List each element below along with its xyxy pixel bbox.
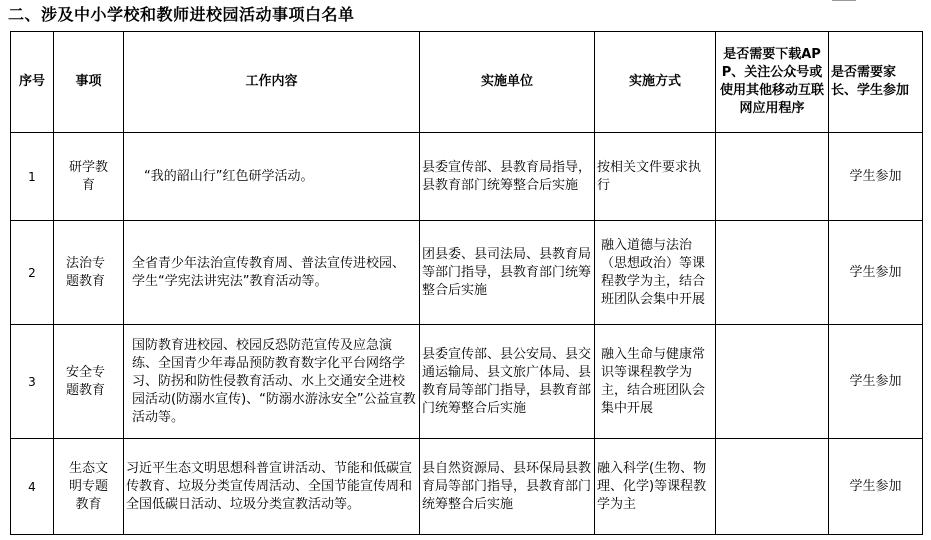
cell-participate: 学生参加 bbox=[829, 133, 923, 221]
cell-unit: 团县委、县司法局、县教育局等部门指导，县教育部门统筹整合后实施 bbox=[420, 221, 595, 325]
table-row bbox=[11, 325, 923, 439]
cell-method: 融入生命与健康常识等课程教学为主，结合班团队会集中开展 bbox=[595, 325, 716, 439]
cell-item: 法治专题教育 bbox=[54, 221, 124, 325]
cell-content: 习近平生态文明思想科普宣讲活动、节能和低碳宣传教育、垃圾分类宣传周活动、全国节能宣传周和全国低碳日活动、垃圾分类宣教活动等。 bbox=[124, 439, 420, 535]
cell-method: 融入道德与法治（思想政治）等课程教学为主，结合班团队会集中开展 bbox=[595, 221, 716, 325]
cell-no: 3 bbox=[11, 325, 54, 439]
header-unit: 实施单位 bbox=[420, 32, 595, 133]
header-item: 事项 bbox=[54, 32, 124, 133]
cell-content: “我的韶山行”红色研学活动。 bbox=[124, 133, 420, 221]
cell-app bbox=[716, 221, 829, 325]
table-row bbox=[11, 133, 923, 221]
cell-item: 研学教育 bbox=[54, 133, 124, 221]
cell-item: 安全专题教育 bbox=[54, 325, 124, 439]
header-app: 是否需要下载APP、关注公众号或使用其他移动互联网应用程序 bbox=[716, 32, 829, 133]
header-no: 序号 bbox=[11, 32, 54, 133]
whitelist-table bbox=[10, 31, 923, 535]
cell-app bbox=[716, 439, 829, 535]
table-row bbox=[11, 439, 923, 535]
cell-unit: 县自然资源局、县环保局县教育局等部门指导，县教育部门统筹整合后实施 bbox=[420, 439, 595, 535]
divider bbox=[832, 0, 856, 2]
table-row bbox=[11, 221, 923, 325]
cell-app bbox=[716, 133, 829, 221]
cell-method: 按相关文件要求执行 bbox=[595, 133, 716, 221]
cell-unit: 县委宣传部、县公安局、县交通运输局、县文旅广体局、县教育局等部门指导，县教育部门统筹整合后实施 bbox=[420, 325, 595, 439]
cell-content: 国防教育进校园、校园反恐防范宣传及应急演练、全国青少年毒品预防教育数字化平台网络学习、防拐和防性侵教育活动、水上交通安全进校园活动(防溺水宣传)、“防溺水游泳安全”公益宣教活动等。 bbox=[124, 325, 420, 439]
cell-app bbox=[716, 325, 829, 439]
page-title: 二、涉及中小学校和教师进校园活动事项白名单 bbox=[8, 5, 355, 24]
cell-content: 全省青少年法治宣传教育周、普法宣传进校园、学生“学宪法讲宪法”教育活动等。 bbox=[124, 221, 420, 325]
header-method: 实施方式 bbox=[595, 32, 716, 133]
cell-participate: 学生参加 bbox=[829, 325, 923, 439]
cell-unit: 县委宣传部、县教育局指导，县教育部门统筹整合后实施 bbox=[420, 133, 595, 221]
header-content: 工作内容 bbox=[124, 32, 420, 133]
header-participate: 是否需要家长、学生参加 bbox=[829, 32, 923, 133]
cell-no: 2 bbox=[11, 221, 54, 325]
cell-item: 生态文明专题教育 bbox=[54, 439, 124, 535]
cell-no: 1 bbox=[11, 133, 54, 221]
cell-participate: 学生参加 bbox=[829, 221, 923, 325]
cell-no: 4 bbox=[11, 439, 54, 535]
cell-participate: 学生参加 bbox=[829, 439, 923, 535]
table-header-row bbox=[11, 32, 923, 133]
cell-method: 融入科学(生物、物理、化学)等课程教学为主 bbox=[595, 439, 716, 535]
